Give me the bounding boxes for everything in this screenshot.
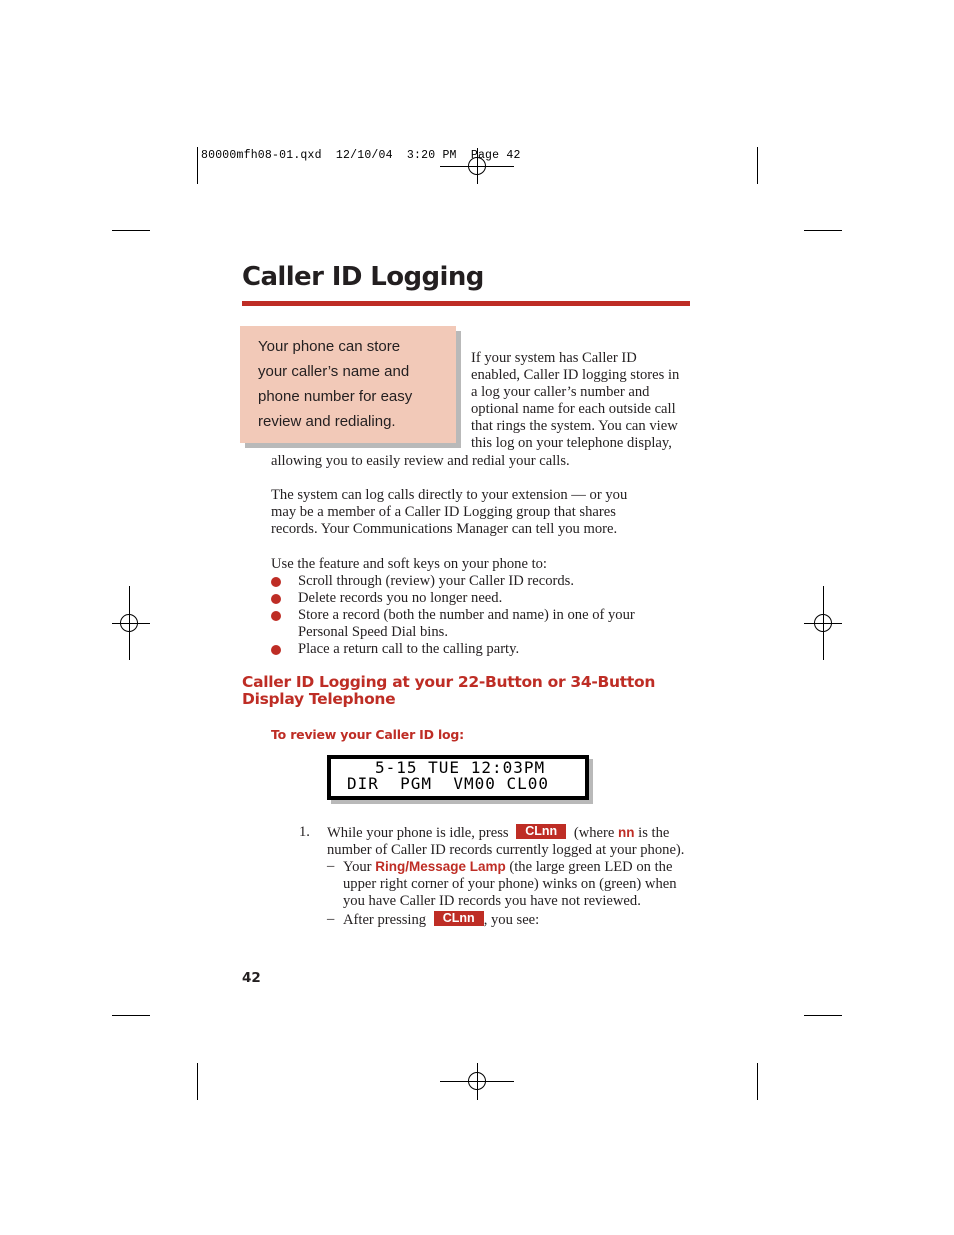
step-line: number of Caller ID records currently logged at your phone).	[327, 842, 685, 858]
substep-line	[343, 911, 539, 929]
step-text: (where	[573, 825, 615, 841]
step-number: 1.	[299, 824, 310, 840]
registration-mark	[823, 586, 824, 660]
substep-text: (the large green LED on the	[509, 859, 673, 875]
list-item	[298, 607, 635, 641]
callout-line: review and redialing.	[258, 413, 396, 430]
list-item-text: Place a return call to the calling party.	[298, 641, 520, 657]
title-rule	[242, 301, 690, 306]
section-heading-line: Display Telephone	[242, 690, 396, 708]
list-item	[298, 590, 502, 607]
page-number: 42	[242, 970, 261, 986]
substep-text: Your	[343, 859, 372, 875]
list-item-text: Delete records you no longer need.	[298, 590, 503, 606]
page-title: Caller ID Logging	[242, 262, 484, 292]
substep-line: upper right corner of your phone) winks on (green) when	[343, 876, 677, 892]
clnn-key[interactable]: CLnn	[516, 824, 566, 839]
list-item-text: Scroll through (review) your Caller ID records.	[298, 573, 574, 589]
intro-line: that rings the system. You can view	[471, 418, 678, 434]
substep-after-pressing	[343, 911, 539, 929]
crop-mark	[804, 230, 842, 231]
step-line	[327, 824, 684, 842]
paragraph-logging-group	[271, 487, 627, 538]
registration-mark	[112, 623, 150, 624]
intro-continuation	[271, 453, 570, 470]
list-item	[298, 641, 519, 658]
intro-line: optional name for each outside call	[471, 401, 676, 417]
callout-line: phone number for easy	[258, 388, 413, 405]
crop-mark	[197, 147, 198, 184]
intro-paragraph	[471, 350, 679, 452]
paragraph-line: records. Your Communications Manager can tell you more.	[271, 521, 618, 537]
crop-mark	[112, 230, 150, 231]
list-item-text: Store a record (both the number and name) in one of your	[298, 607, 635, 623]
nn-term: nn	[618, 825, 635, 840]
section-heading	[242, 674, 655, 708]
paragraph-line: The system can log calls directly to your extension — or you	[271, 487, 628, 503]
intro-line: a log your caller’s number and	[471, 384, 650, 400]
features-intro-text: Use the feature and soft keys on your phone to:	[271, 556, 547, 572]
bullet-icon	[271, 594, 281, 604]
crop-mark	[757, 1063, 758, 1100]
step-1	[327, 824, 684, 859]
callout-box	[240, 326, 456, 443]
registration-mark	[129, 586, 130, 660]
step-text: is the	[638, 825, 670, 841]
intro-line: this log on your telephone display,	[471, 435, 672, 451]
registration-mark	[477, 1063, 478, 1100]
phone-display-screen	[331, 759, 585, 796]
clnn-key[interactable]: CLnn	[434, 911, 484, 926]
intro-line: If your system has Caller ID	[471, 350, 637, 366]
substep-lamp	[343, 858, 677, 910]
bullet-icon	[271, 611, 281, 621]
substep-dash: –	[327, 858, 335, 874]
bullet-icon	[271, 645, 281, 655]
procedure-heading: To review your Caller ID log:	[271, 727, 464, 742]
callout-line: Your phone can store	[258, 338, 401, 355]
substep-line: you have Caller ID records you have not reviewed.	[343, 893, 641, 909]
list-item	[298, 573, 574, 590]
features-intro	[271, 556, 547, 573]
bullet-icon	[271, 577, 281, 587]
crop-mark	[112, 1015, 150, 1016]
substep-dash: –	[327, 911, 335, 927]
paragraph-line: may be a member of a Caller ID Logging group that shares	[271, 504, 616, 520]
intro-line: enabled, Caller ID logging stores in	[471, 367, 680, 383]
intro-line: allowing you to easily review and redial your calls.	[271, 453, 570, 469]
crop-mark	[757, 147, 758, 184]
substep-line	[343, 858, 677, 876]
section-heading-line: Caller ID Logging at your 22-Button or 34-Button	[242, 673, 656, 691]
substep-text: , you see:	[483, 912, 540, 928]
substep-text: After pressing	[343, 912, 427, 928]
step-text: While your phone is idle, press	[327, 825, 509, 841]
phone-display	[327, 755, 589, 800]
display-line-2: DIR PGM VM00 CL00	[347, 774, 550, 793]
crop-mark	[804, 1015, 842, 1016]
callout-line: your caller’s name and	[258, 363, 410, 380]
crop-mark	[197, 1063, 198, 1100]
ring-message-lamp-term: Ring/Message Lamp	[375, 859, 506, 874]
display-line-1: 5-15 TUE 12:03PM	[375, 758, 546, 777]
list-item-text: Personal Speed Dial bins.	[298, 624, 448, 640]
file-slug: 80000mfh08-01.qxd 12/10/04 3:20 PM Page 42	[201, 149, 521, 162]
